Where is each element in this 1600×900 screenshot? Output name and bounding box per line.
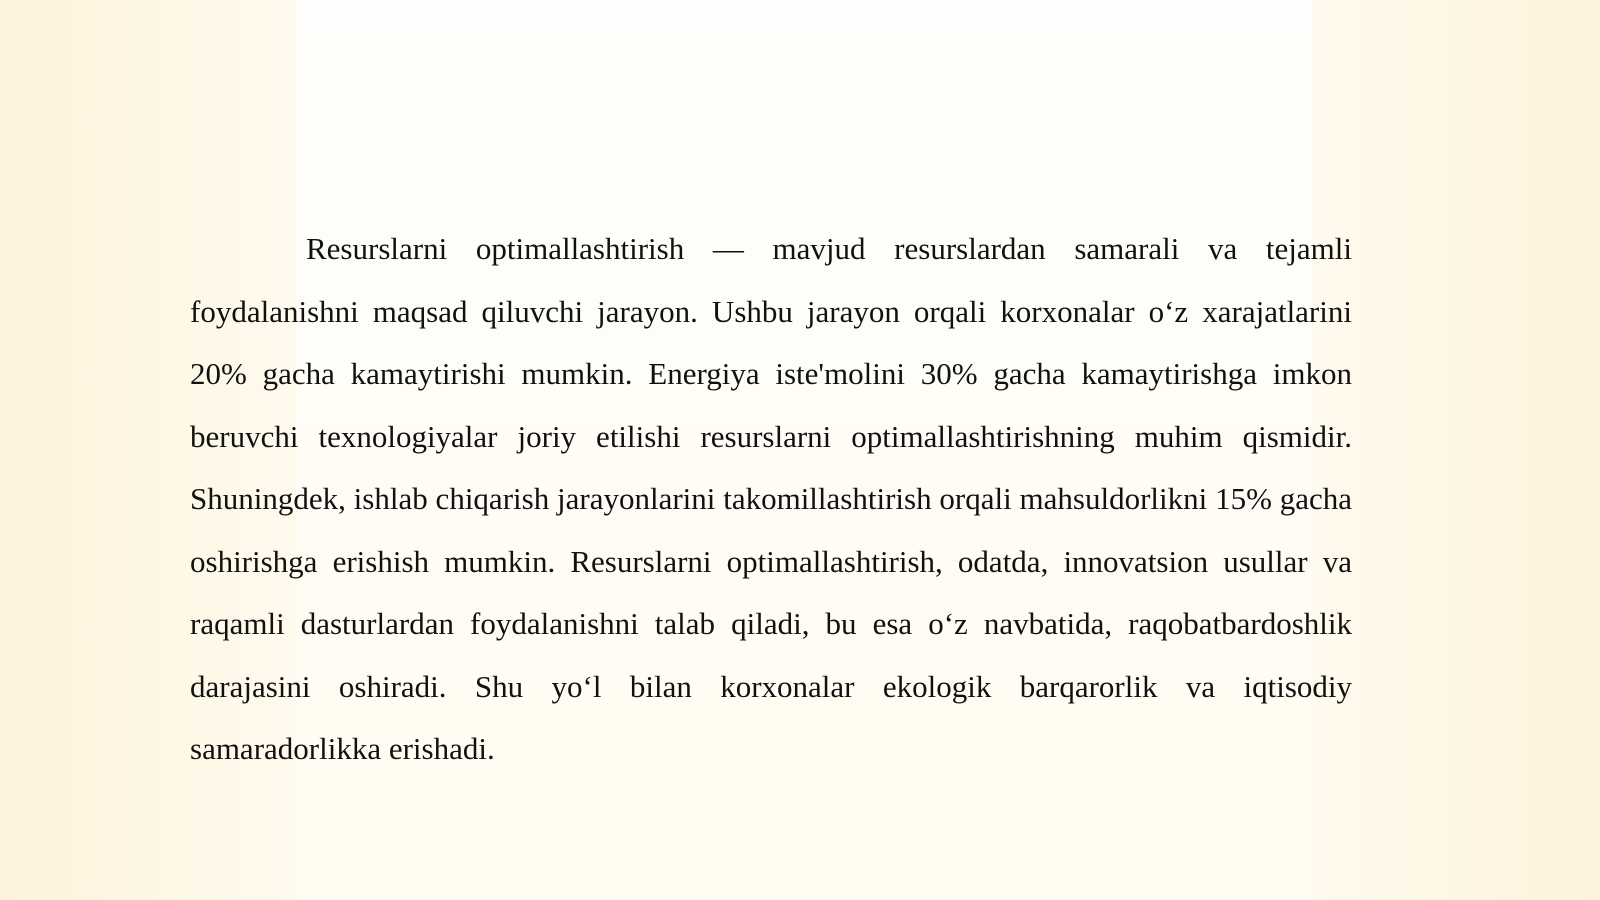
body-paragraph: Resurslarni optimallashtirish — mavjud resurslardan samarali va tejamli foydalanishni maqsad qiluvchi jarayon. Ushbu jarayon orqali korxonalar o‘z xarajatlarini 20% gacha kamaytirishi mumkin. Energiya iste'molini 30% gacha kamaytirishga imkon beruvchi texnologiyalar joriy etilishi resurslarni optimallashtirishning muhim qismidir. Shuningdek, ishlab chiqarish jarayonlarini takomillashtirish orqali mahsuldorlikni 15% gacha oshirishga erishish mumkin. Resurslarni optimallashtirish, odatda, innovatsion usullar va raqamli dasturlardan foydalanishni talab qiladi, bu esa o‘z navbatida, raqobatbardoshlik darajasini oshiradi. Shu yo‘l bilan korxonalar ekologik barqarorlik va iqtisodiy samaradorlikka erishadi. (190, 231, 1352, 766)
right-background-panel (1312, 0, 1600, 900)
